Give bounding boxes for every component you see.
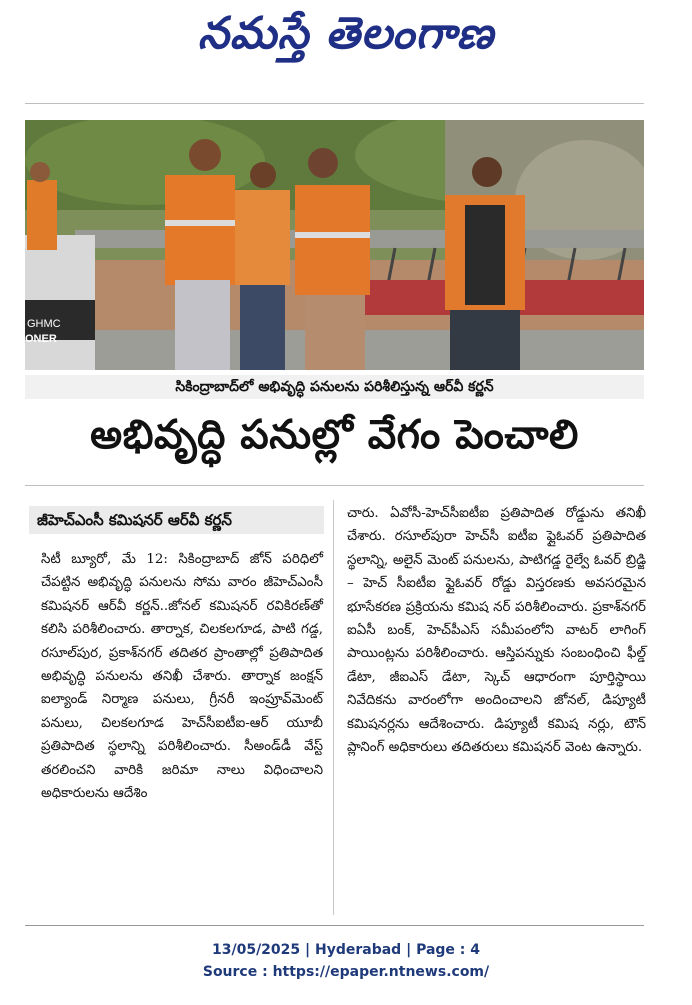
- headline: అభివృద్ధి పనుల్లో వేగం పెంచాలి: [90, 412, 579, 458]
- photo-caption: సికింద్రాబాద్‌లో అభివృద్ధి పనులను పరిశీలిస్తున్న ఆర్‌వీ కర్ణన్: [25, 375, 644, 399]
- masthead-title: నమస్తే తెలంగాణ: [197, 8, 495, 59]
- byline: జీహెచ్‌ఎంసీ కమిషనర్ ఆర్‌వీ కర్ణన్: [29, 506, 324, 534]
- article-right-column: చారు. ఏవోసీ-హెచ్‌సీఐటీఐ ప్రతిపాదిత రోడ్డును తనిఖీ చేశారు. రసూల్‌పురా హెచ్‌సీ ఐటీఐ ఫ్లైఓవర్ ప్రతిపాదిత స్థలాన్ని, అలైన్ మెంట్ పనులను, పాటిగడ్డ రైల్వే ఓవర్ బ్రిడ్జి – హెచ్ సీఐటీఐ ఫ్లైఓవర్ రోడ్డు విస్తరణకు అవసరమైన భూసేకరణ ప్రక్రియను కమిష నర్ పరిశీలించారు. ప్రకాశ్‌నగర్ ఐఏసీ బంక్, హెచ్‌పీఎస్ సమీపంలోని వాటర్ లాగింగ్ పాయింట్లను పరిశీలించారు. ఆస్తిపన్నుకు సంబంధించి ఫీల్డ్ డేటా, జీఐఎస్ డేటా, స్కెచ్ ఆధారంగా పూర్తిస్థాయి నివేదికను వారంలోగా అందించాలని జోనల్, డిప్యూటీ కమిషనర్లను ఆదేశించారు. డిప్యూటీ కమిష నర్లు, టౌన్ ప్లానింగ్ అధికారులు తదితరులు కమిషనర్ వెంట ఉన్నారు.: [347, 506, 646, 756]
- vehicle-text-oner: ONER: [25, 333, 57, 345]
- news-photo: [25, 120, 644, 370]
- vehicle-text-ghmc: GHMC: [27, 318, 61, 330]
- column-divider: [333, 500, 334, 915]
- footer-source-link[interactable]: Source : https://epaper.ntnews.com/: [202, 964, 490, 980]
- masthead-divider: [25, 103, 644, 104]
- news-photo-illustration: [25, 120, 644, 370]
- article-left-column: సిటీ బ్యూరో, మే 12: సికింద్రాబాద్ జోన్ పరిధిలో చేపట్టిన అభివృద్ధి పనులను సోమ వారం జీహెచ్‌ఎంసీ కమిషనర్ ఆర్‌వీ కర్ణన్..జోనల్ కమిషనర్ రవికిరణ్‌తో కలిసి పరిశీలించారు. తార్నాక, చిలకలగూడ, పాటి గడ్డ, రసూల్‌పుర, ప్రకాశ్‌నగర్ తదితర ప్రాంతాల్లో ప్రతిపాదిత అభివృద్ధి పనులను తనిఖీ చేశారు. తార్నాక జంక్షన్ ఐల్యాండ్ నిర్మాణ పనులు, గ్రీనరీ ఇంప్రూవ్‌మెంట్ పనులు, చిలకలగూడ హెచ్‌సీఐటీఐ-ఆర్ యూబీ ప్రతిపాదిత స్థలాన్ని పరిశీలించారు. సీఅండ్‌డీ వేస్ట్ తరలించని వారికి జరిమా నాలు విధించాలని అధికారులను ఆదేశిం: [41, 552, 323, 802]
- headline-divider: [25, 485, 644, 486]
- footer-divider: [25, 925, 644, 926]
- footer-date-line: 13/05/2025 | Hyderabad | Page : 4: [211, 942, 481, 958]
